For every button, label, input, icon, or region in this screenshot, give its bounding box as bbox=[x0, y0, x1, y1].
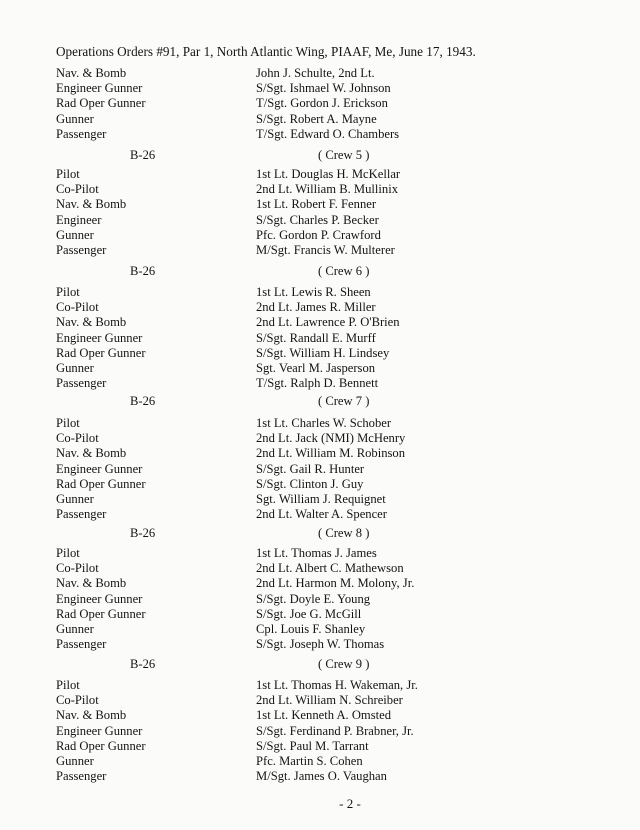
crew-member-name: S/Sgt. Ishmael W. Johnson bbox=[256, 81, 391, 96]
crew-member-name: S/Sgt. Paul M. Tarrant bbox=[256, 738, 369, 753]
crew-member-name: Pfc. Gordon P. Crawford bbox=[256, 227, 381, 242]
crew-position: Gunner bbox=[56, 492, 94, 506]
crew-position: Engineer Gunner bbox=[56, 723, 143, 738]
crew-position: Engineer Gunner bbox=[56, 591, 143, 606]
crew-member-name: M/Sgt. James O. Vaughan bbox=[256, 769, 387, 784]
crew-member-name: S/Sgt. Randall E. Murff bbox=[256, 330, 376, 345]
crew-member-name: John J. Schulte, 2nd Lt. bbox=[256, 66, 375, 80]
crew-position: Nav. & Bomb bbox=[56, 576, 127, 591]
crew-member-name: 1st Lt. Robert F. Fenner bbox=[256, 197, 377, 212]
crew-position: Nav. & Bomb bbox=[56, 197, 127, 212]
crew-member-name: S/Sgt. Ferdinand P. Brabner, Jr. bbox=[256, 723, 414, 738]
crew-member-name: 2nd Lt. Albert C. Mathewson bbox=[256, 561, 404, 576]
crew-number: ( Crew 7 ) bbox=[318, 394, 370, 408]
crew-position: Gunner bbox=[56, 111, 94, 126]
crew-member-name: S/Sgt. Charles P. Becker bbox=[256, 212, 379, 227]
crew-position: Engineer Gunner bbox=[56, 330, 143, 345]
crew-member-name: 2nd Lt. William B. Mullinix bbox=[256, 182, 398, 197]
crew-member-name: 2nd Lt. Walter A. Spencer bbox=[256, 507, 387, 522]
crew-number: ( Crew 8 ) bbox=[318, 526, 370, 540]
orders-header: Operations Orders #91, Par 1, North Atlantic Wing, PIAAF, Me, June 17, 1943. bbox=[56, 44, 476, 59]
crew-member-name: T/Sgt. Ralph D. Bennett bbox=[256, 376, 379, 391]
crew-number: ( Crew 9 ) bbox=[318, 657, 370, 671]
crew-position: Rad Oper Gunner bbox=[56, 606, 146, 621]
crew-member-name: Pfc. Martin S. Cohen bbox=[256, 754, 363, 768]
crew-member-name: 2nd Lt. Lawrence P. O'Brien bbox=[256, 315, 400, 330]
crew-number: ( Crew 5 ) bbox=[318, 148, 370, 162]
page-number: - 2 - bbox=[339, 796, 361, 811]
crew-position: Engineer Gunner bbox=[56, 461, 143, 476]
crew-member-name: Sgt. Vearl M. Jasperson bbox=[256, 361, 376, 375]
crew-member-name: 2nd Lt. William N. Schreiber bbox=[256, 693, 403, 708]
crew-position: Passenger bbox=[56, 126, 107, 141]
crew-position: Gunner bbox=[56, 227, 94, 242]
crew-member-name: S/Sgt. Gail R. Hunter bbox=[256, 461, 365, 476]
crew-member-name: S/Sgt. Doyle E. Young bbox=[256, 591, 371, 606]
crew-position: Gunner bbox=[56, 361, 94, 375]
crew-member-name: 1st Lt. Charles W. Schober bbox=[256, 416, 392, 430]
crew-position: Passenger bbox=[56, 637, 107, 652]
crew-member-name: 1st Lt. Thomas H. Wakeman, Jr. bbox=[256, 678, 418, 692]
crew-member-name: S/Sgt. Clinton J. Guy bbox=[256, 476, 364, 491]
crew-position: Nav. & Bomb bbox=[56, 708, 127, 723]
crew-position: Rad Oper Gunner bbox=[56, 738, 146, 753]
crew-position: Gunner bbox=[56, 622, 94, 636]
crew-position: Rad Oper Gunner bbox=[56, 345, 146, 360]
crew-member-name: T/Sgt. Edward O. Chambers bbox=[256, 126, 400, 141]
crew-member-name: S/Sgt. Joseph W. Thomas bbox=[256, 637, 385, 652]
crew-member-name: 2nd Lt. Jack (NMI) McHenry bbox=[256, 431, 406, 446]
crew-member-name: S/Sgt. Joe G. McGill bbox=[256, 606, 362, 621]
crew-position: Co-Pilot bbox=[56, 300, 99, 315]
aircraft-type: B-26 bbox=[130, 394, 156, 408]
crew-member-name: 1st Lt. Kenneth A. Omsted bbox=[256, 708, 392, 723]
crew-position: Nav. & Bomb bbox=[56, 66, 127, 80]
crew-member-name: 1st Lt. Douglas H. McKellar bbox=[256, 167, 401, 181]
crew-member-name: 1st Lt. Lewis R. Sheen bbox=[256, 285, 371, 299]
aircraft-type: B-26 bbox=[130, 264, 156, 278]
crew-member-name: Sgt. William J. Requignet bbox=[256, 492, 386, 506]
crew-position: Passenger bbox=[56, 243, 107, 257]
crew-position: Nav. & Bomb bbox=[56, 446, 127, 461]
crew-member-name: S/Sgt. Robert A. Mayne bbox=[256, 111, 377, 126]
crew-position: Co-Pilot bbox=[56, 693, 99, 708]
crew-member-name: 2nd Lt. William M. Robinson bbox=[256, 446, 405, 461]
crew-position: Co-Pilot bbox=[56, 561, 99, 576]
crew-position: Engineer bbox=[56, 212, 102, 227]
crew-position: Pilot bbox=[56, 678, 80, 692]
crew-position: Rad Oper Gunner bbox=[56, 96, 146, 111]
crew-member-name: 1st Lt. Thomas J. James bbox=[256, 546, 377, 560]
aircraft-type: B-26 bbox=[130, 526, 156, 540]
crew-position: Nav. & Bomb bbox=[56, 315, 127, 330]
aircraft-type: B-26 bbox=[130, 148, 156, 162]
crew-position: Rad Oper Gunner bbox=[56, 476, 146, 491]
crew-position: Pilot bbox=[56, 546, 80, 560]
crew-number: ( Crew 6 ) bbox=[318, 264, 370, 278]
crew-position: Pilot bbox=[56, 416, 80, 430]
crew-position: Gunner bbox=[56, 754, 94, 768]
crew-position: Pilot bbox=[56, 285, 80, 299]
crew-member-name: M/Sgt. Francis W. Multerer bbox=[256, 243, 395, 257]
crew-member-name: 2nd Lt. James R. Miller bbox=[256, 300, 376, 315]
crew-member-name: Cpl. Louis F. Shanley bbox=[256, 622, 366, 636]
crew-member-name: S/Sgt. William H. Lindsey bbox=[256, 345, 390, 360]
crew-position: Co-Pilot bbox=[56, 431, 99, 446]
crew-position: Engineer Gunner bbox=[56, 81, 143, 96]
crew-position: Passenger bbox=[56, 376, 107, 391]
crew-member-name: 2nd Lt. Harmon M. Molony, Jr. bbox=[256, 576, 415, 591]
crew-position: Passenger bbox=[56, 507, 107, 522]
crew-position: Passenger bbox=[56, 769, 107, 784]
crew-position: Co-Pilot bbox=[56, 182, 99, 197]
crew-position: Pilot bbox=[56, 167, 80, 181]
aircraft-type: B-26 bbox=[130, 657, 156, 671]
crew-member-name: T/Sgt. Gordon J. Erickson bbox=[256, 96, 388, 111]
